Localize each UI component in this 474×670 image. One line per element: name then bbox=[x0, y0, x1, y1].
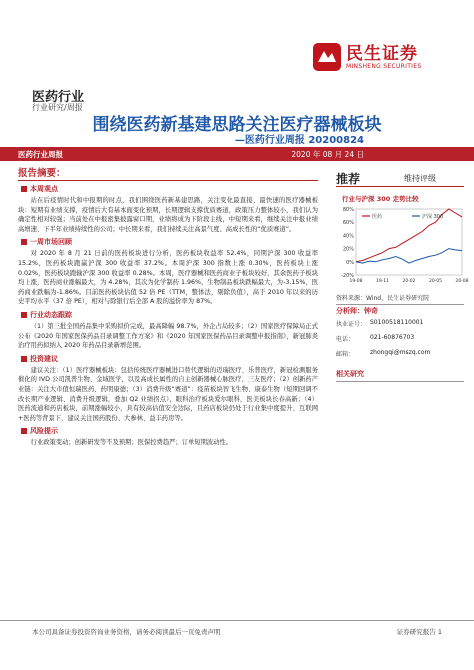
subcategory-label: 行业研究/周报 bbox=[32, 103, 83, 112]
y-tick-label: 20% bbox=[342, 246, 354, 253]
section-paragraph: 站在后疫情时代和中报期的时点，我们围绕医药新基建思路，关注变化最直接、最快速的医疗器械板块：短期有业绩支撑，疫情后大有基本面变化预期，长期逻辑支撑优质赛道，政策压力整体较小，我们认为确定性相对较强；当前处在中报密集披露窗口期，业绩将成为下阶段主线，中短期来看，继续关注中报业绩高增速、下半年业绩持续性的公司；中长期来看，我们持续关注高景气度、高成长性的“优质赛道”。 bbox=[18, 197, 318, 233]
series-line bbox=[356, 249, 462, 264]
bullet-square-icon bbox=[21, 239, 27, 245]
analyst-phone bbox=[336, 334, 464, 343]
x-tick-label: 20-02 bbox=[402, 279, 416, 284]
logo-name-en: MINSHENG SECURITIES bbox=[346, 62, 422, 70]
logo-name-cn: 民生证券 bbox=[346, 43, 418, 64]
rating-label: 推荐 bbox=[336, 172, 361, 186]
x-tick-label: 19-08 bbox=[349, 279, 363, 284]
rating-divider bbox=[336, 186, 464, 187]
y-tick-label: 60% bbox=[342, 220, 354, 227]
license-key: 执业证号： bbox=[336, 321, 367, 328]
x-tick-label: 20-05 bbox=[428, 279, 443, 284]
y-tick-label: -20% bbox=[341, 273, 354, 279]
footer-page: 证券研究报告 1 bbox=[396, 628, 442, 636]
phone-key: 电话： bbox=[336, 336, 355, 343]
section-title-text: 行业动态跟踪 bbox=[30, 310, 72, 319]
section-title-text: 一周市场回顾 bbox=[30, 238, 72, 247]
section-title-text: 本周观点 bbox=[30, 185, 58, 193]
bullet-square-icon bbox=[21, 312, 27, 318]
bullet-square-icon bbox=[21, 186, 27, 192]
performance-chart bbox=[336, 205, 469, 287]
y-tick-label: 80% bbox=[342, 207, 354, 213]
bullet-square-icon bbox=[21, 428, 27, 434]
email-key: 邮箱： bbox=[336, 351, 355, 358]
analyst-heading: 分析师：钟奇 bbox=[336, 307, 378, 315]
header-bar-label: 医药行业周报 bbox=[18, 150, 63, 159]
section-title bbox=[21, 354, 318, 364]
industry-label: 医药行业 bbox=[32, 90, 85, 105]
y-tick-label: 40% bbox=[342, 233, 354, 240]
analyst-license bbox=[336, 319, 464, 328]
footer-disclaimer: 本公司具备证券投资咨询业务资格，请务必阅读最后一页免责声明 bbox=[32, 628, 221, 636]
analyst-email bbox=[336, 349, 464, 358]
section-title-text: 风险提示 bbox=[30, 427, 58, 436]
section-paragraph: 建议关注：（1）医疗器械板块：包括传统医疗器械进口替代逻辑的迈瑞医疗、乐普医疗，新冠检测服务催化的 IVD 公司凯普生物、金域医学，以及高成长属性的自主创新器械心脉医疗、三友医疗；（2）创新药产业链：关注大市值恒瑞医药、药明康德；（3）消费升级“赛道”：疫苗板块智飞生物、康泰生物（短期回调不改长期产业逻辑、消费升级逻辑，叠加 Q2 业绩拐点），眼科治疗板块爱尔眼科，医美板块长春高新；（4）医药流通和药店板块，前期涨幅较小，具有较高估值安全边际，且药店板块仍处于行业集中度提升、互联网+医药等背景下，建议关注国药股份、大参林、益丰药房等。 bbox=[18, 366, 318, 422]
section-title bbox=[21, 237, 318, 247]
email-value[interactable]: zhongqi@mszq.com bbox=[370, 349, 431, 356]
section-paragraph: 对 2020 年 8 月 21 日前的医药板块进行分析，医药板块收益率 52.4%，同期沪深 300 收益率 15.2%，医药板块跑赢沪深 300 收益率 37.2%。本周沪深 300 指数上涨 0.30%，医药板块上涨 0.02%，医药板块跑输沪深 300 收益率 0.28%。本周，医疗器械和医药商业子板块较好，其余医药子板块均上涨，医药商业涨幅最大，为 4.28%，其次为化学制药 1.96%，生物制品板块跌幅最大，为-3.15%，医药商业跌幅为-1.86%。目前医药板块估值 52 倍 PE（TTM，整体法，剔除负值），高于 2010 年以来的历史平均水平（37 倍 PE），相对与除银行后全部 A 股的溢价率为 87%。 bbox=[18, 250, 318, 306]
rating-value: 维持评级 bbox=[404, 174, 436, 183]
section-title bbox=[21, 426, 318, 436]
x-tick-label: 20-08 bbox=[455, 279, 469, 284]
section-title-text: 投资建议 bbox=[30, 354, 58, 363]
perf-chart-title: 行业与沪深 300 走势比较 bbox=[342, 195, 419, 203]
report-date: 2020 年 08 月 24 日 bbox=[291, 150, 364, 159]
bullet-square-icon bbox=[21, 356, 27, 362]
footer-divider bbox=[0, 620, 474, 621]
y-tick-label: 0% bbox=[346, 259, 354, 266]
header-bar bbox=[0, 147, 474, 161]
summary-heading: 报告摘要： bbox=[18, 165, 318, 181]
section-title bbox=[21, 184, 318, 194]
section-paragraph: （1）第三批全国药品集中采购拟价完成，最高降幅 98.7%，外企占局较多；（2）国家医疗保障局正式公布《2020 年国家医保药品目录调整工作方案》和《2020 年国家医保药品目录调整申报指南》，新冠肺炎治疗用药拟纳入 2020 年药品目录新增范围。 bbox=[18, 322, 318, 350]
summary-column bbox=[18, 165, 318, 448]
logo-mark-icon bbox=[312, 42, 342, 72]
legend-label: 医药 bbox=[372, 214, 383, 220]
section-paragraph: 行业政策变动；创新研发等不及预期；医保控费趋严；订单短期波动性。 bbox=[30, 439, 233, 447]
x-tick-label: 19-11 bbox=[375, 279, 390, 284]
report-title: 围绕医药新基建思路关注医疗器械板块 bbox=[92, 115, 382, 135]
phone-value: 021-60876703 bbox=[370, 334, 415, 341]
report-subtitle: —医药行业周报 20200824 bbox=[234, 135, 364, 146]
company-logo bbox=[312, 40, 462, 74]
related-research-heading: 相关研究 bbox=[336, 369, 464, 382]
section-title bbox=[21, 310, 318, 320]
chart-source: 资料来源：Wind，民生证券研究院 bbox=[336, 293, 464, 305]
license-value: S0100518110001 bbox=[370, 319, 424, 326]
legend-label: 沪深 300 bbox=[422, 214, 444, 220]
